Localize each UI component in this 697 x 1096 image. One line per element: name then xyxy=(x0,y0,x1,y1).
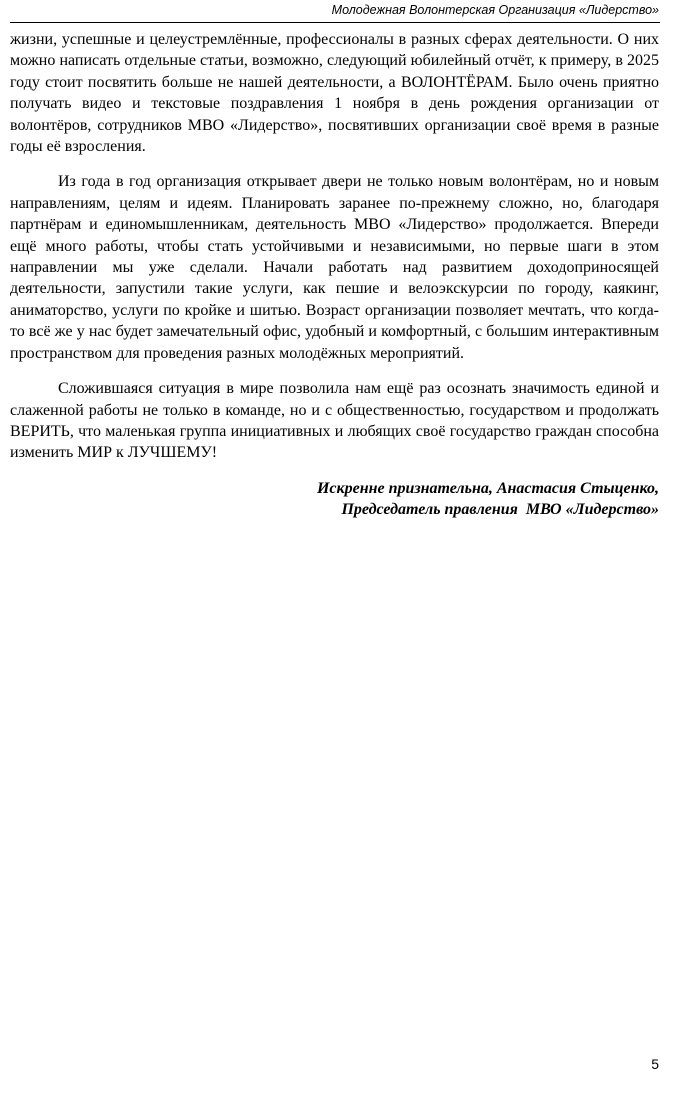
signature-line-2: Председатель правления МВО «Лидерство» xyxy=(341,501,659,519)
page-number: 5 xyxy=(651,1056,659,1072)
signature-block xyxy=(10,478,659,521)
signature-line-1: Искренне признательна, Анастасия Стыценко, xyxy=(316,479,659,497)
paragraph-2: Из года в год организация открывает двери не только новым волонтёрам, но и новым направлениям, целям и идеям. Планировать заранее по-прежнему сложно, но, благодаря партнёрам и единомышленникам, деятельность МВО «Лидерство» продолжается. Впереди ещё много работы, чтобы стать устойчивыми и независимыми, но первые шаги в этом направлении мы уже сделали. Начали работать над развитием доходоприносящей деятельности, запустили такие услуги, как пешие и велоэкскурсии по городу, каякинг, аниматорство, услуги по кройке и шитью. Возраст организации позволяет мечтать, что когда-то всё же у нас будет замечательный офис, удобный и комфортный, с большим интерактивным пространством для проведения разных молодёжных мероприятий. xyxy=(10,173,659,362)
page-header: Молодежная Волонтерская Организация «Лидерство» xyxy=(331,3,659,17)
paragraph-1: жизни, успешные и целеустремлённые, профессионалы в разных сферах деятельности. О них можно написать отдельные статьи, возможно, следующий юбилейный отчёт, к примеру, в 2025 году стоит посвятить больше не нашей деятельности, а ВОЛОНТЁРАМ. Было очень приятно получать видео и текстовые поздравления 1 ноября в день рождения организации от волонтёров, сотрудников МВО «Лидерство», посвятивших организации своё время в разные годы её взросления. xyxy=(10,31,659,156)
document-body xyxy=(10,29,659,521)
paragraph-3: Сложившаяся ситуация в мире позволила нам ещё раз осознать значимость единой и слаженной работы не только в команде, но и с общественностью, государством и продолжать ВЕРИТЬ, что маленькая группа инициативных и любящих своё государство граждан способна изменить МИР к ЛУЧШЕМУ! xyxy=(10,380,659,462)
header-divider xyxy=(10,22,660,23)
